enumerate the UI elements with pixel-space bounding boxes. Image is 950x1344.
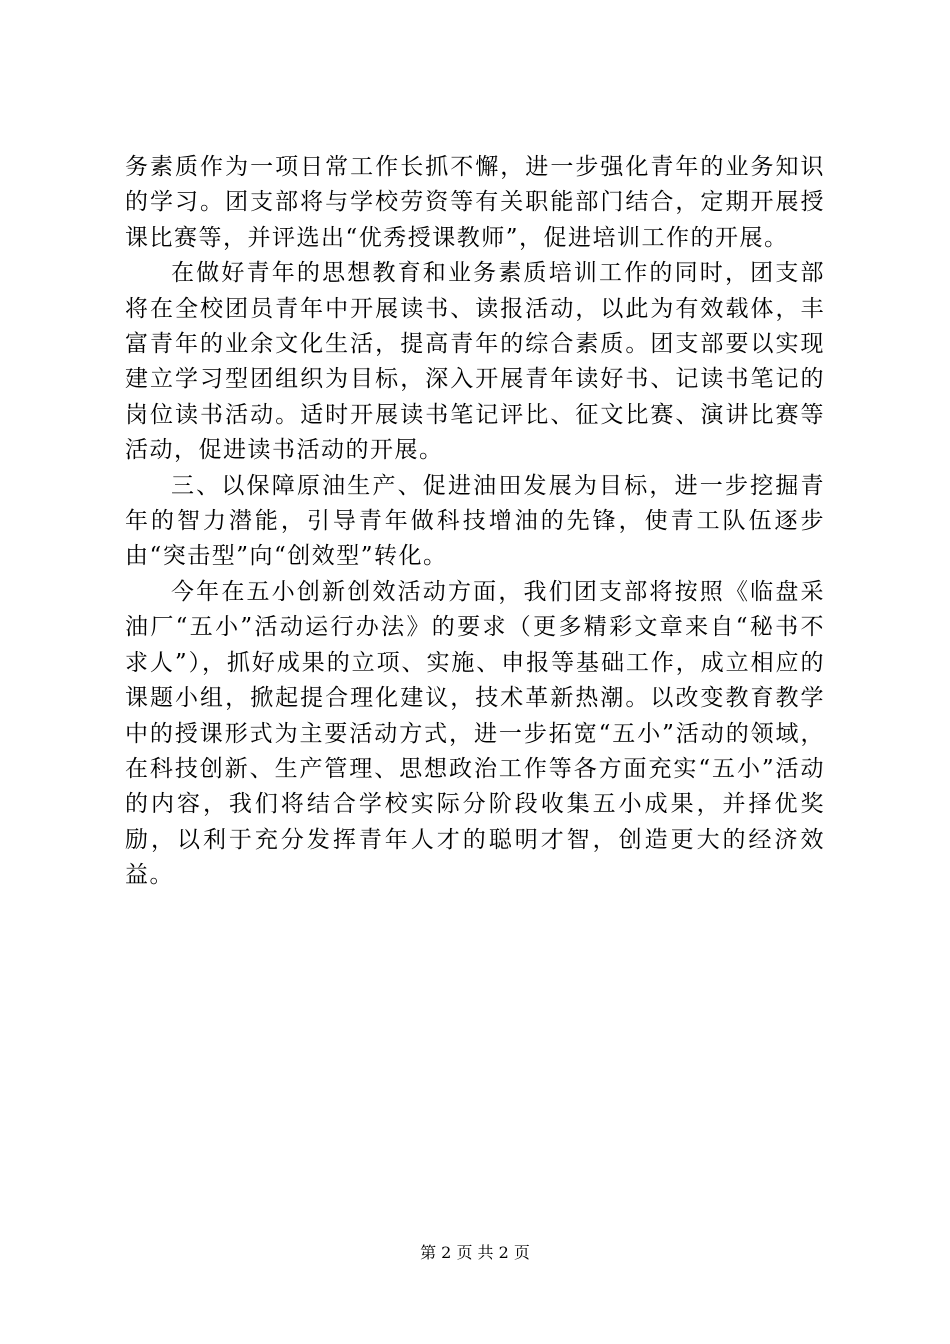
paragraph-1: 务素质作为一项日常工作长抓不懈，进一步强化青年的业务知识的学习。团支部将与学校劳资等有关职能部门结合，定期开展授课比赛等，并评选出“优秀授课教师”，促进培训工作的开展。 [125,154,825,251]
paragraph-4: 今年在五小创新创效活动方面，我们团支部将按照《临盘采油厂“五小”活动运行办法》的要求（更多精彩文章来自“秘书不求人”），抓好成果的立项、实施、申报等基础工作，成立相应的课题小组，掀起提合理化建议，技术革新热潮。以改变教育教学中的授课形式为主要活动方式，进一步拓宽“五小”活动的领域，在科技创新、生产管理、思想政治工作等各方面充实“五小”活动的内容，我们将结合学校实际分阶段收集五小成果，并择优奖励，以利于充分发挥青年人才的聪明才智，创造更大的经济效益。 [125,578,825,889]
page-number-footer: 第 2 页 共 2 页 [420,1243,530,1262]
document-body [125,150,825,894]
paragraph-2: 在做好青年的思想教育和业务素质培训工作的同时，团支部将在全校团员青年中开展读书、读报活动，以此为有效载体，丰富青年的业余文化生活，提高青年的综合素质。团支部要以实现建立学习型团组织为目标，深入开展青年读好书、记读书笔记的岗位读书活动。适时开展读书笔记评比、征文比赛、演讲比赛等活动，促进读书活动的开展。 [125,260,825,464]
paragraph-3: 三、以保障原油生产、促进油田发展为目标，进一步挖掘青年的智力潜能，引导青年做科技增油的先锋，使青工队伍逐步由“突击型”向“创效型”转化。 [125,472,825,570]
